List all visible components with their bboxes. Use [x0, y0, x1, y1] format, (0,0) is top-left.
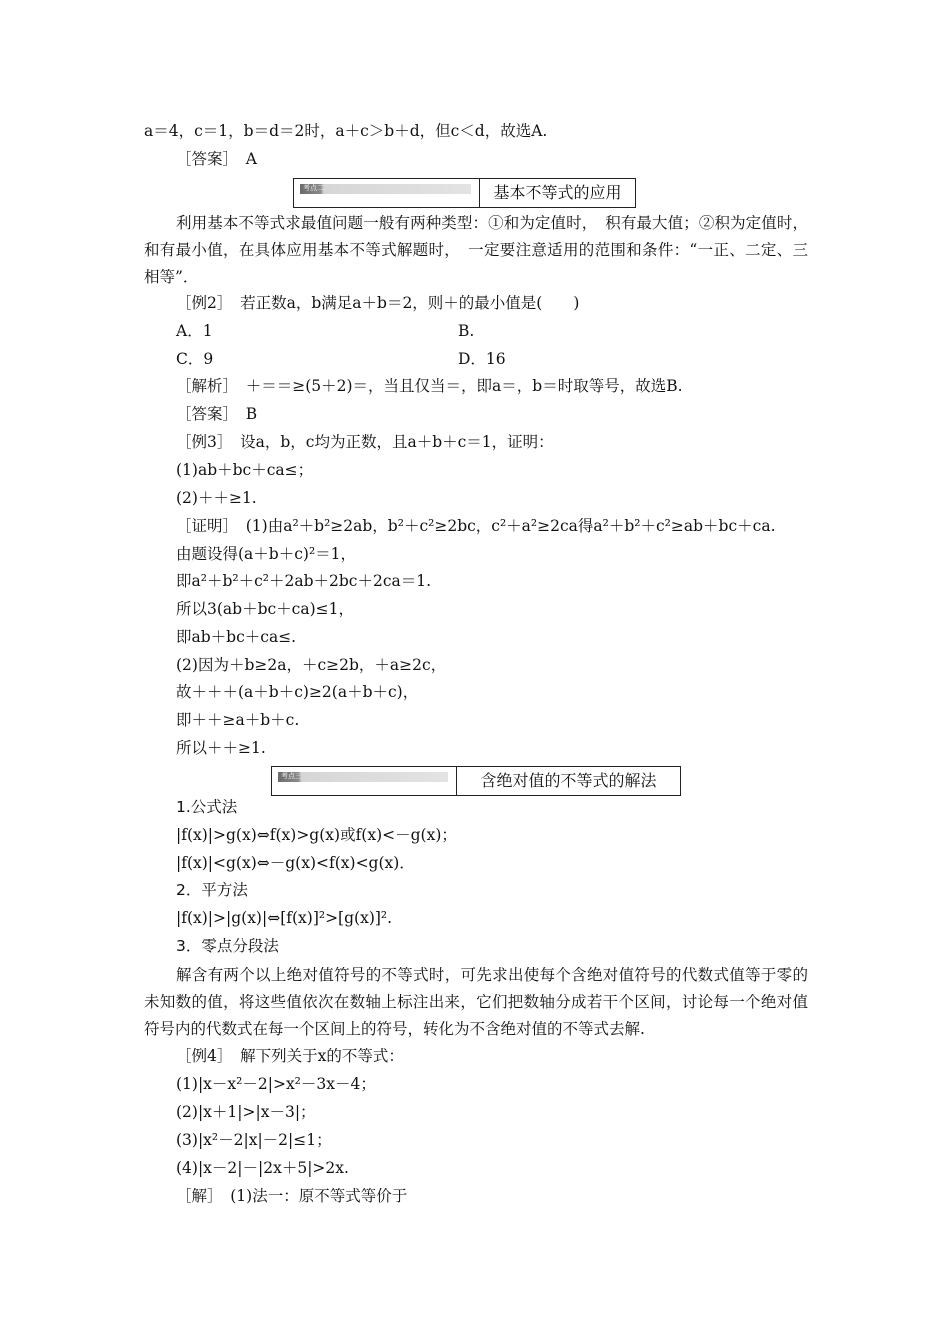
text-line: (1)|x－x²－2|>x²－3x－4；	[176, 1075, 376, 1093]
text-line: 由题设得(a＋b＋c)²＝1，	[176, 545, 357, 563]
example-3: ［例3］ 设a，b，c均为正数，且a＋b＋c＝1，证明：	[176, 433, 554, 451]
solution-line: ［解］ (1)法一：原不等式等价于	[176, 1187, 408, 1205]
option-d: D．16	[458, 350, 506, 368]
answer-line: ［答案］ A	[176, 150, 257, 168]
section-title: 含绝对值的不等式的解法	[480, 771, 657, 790]
section-tag	[272, 767, 457, 795]
section-tag-label: 考点二	[303, 184, 324, 192]
option-a: A．1	[176, 322, 213, 340]
method-heading: 3．零点分段法	[176, 937, 279, 955]
example-4: ［例4］ 解下列关于x的不等式：	[176, 1047, 404, 1065]
section-header-2	[293, 178, 636, 208]
formula-line: |f(x)|>|g(x)|⇔[f(x)]²>[g(x)]².	[176, 909, 393, 927]
section-title: 基本不等式的应用	[493, 183, 622, 202]
text-line: (4)|x－2|－|2x＋5|>2x.	[176, 1159, 349, 1177]
text-line: 即＋＋≥a＋b＋c.	[176, 711, 300, 729]
text-line: 即a²＋b²＋c²＋2ab＋2bc＋2ca＝1.	[176, 572, 432, 590]
text-line: 即ab＋bc＋ca≤.	[176, 628, 297, 646]
option-b: B.	[458, 322, 475, 340]
method-heading: 1.公式法	[176, 798, 238, 816]
example-2: ［例2］ 若正数a，b满足a＋b＝2，则＋的最小值是( )	[176, 294, 580, 312]
text-line: 所以＋＋≥1.	[176, 739, 266, 757]
answer-line: ［答案］ B	[176, 405, 258, 423]
paragraph: 解含有两个以上绝对值符号的不等式时，可先求出使每个含绝对值符号的代数式值等于零的未知数的值，将这些值依次在数轴上标注出来，它们把数轴分成若干个区间，讨论每一个绝对值符号内的代数式在每一个区间上的符号，转化为不含绝对值的不等式去解.	[144, 966, 808, 1038]
section-tag-label: 考点三	[281, 772, 302, 780]
paragraph: 利用基本不等式求最值问题一般有两种类型：①和为定值时， 积有最大值；②积为定值时，和有最小值，在具体应用基本不等式解题时， 一定要注意适用的范围和条件：“一正、二定、三相等”．	[144, 214, 808, 286]
formula-line: |f(x)|>g(x)⇔f(x)>g(x)或f(x)<－g(x)；	[176, 826, 457, 844]
section-tag	[294, 179, 480, 207]
option-c: C．9	[176, 350, 214, 368]
text-line: 所以3(ab＋bc＋ca)≤1，	[176, 600, 354, 618]
text-line: (1)ab＋bc＋ca≤；	[176, 461, 314, 479]
method-heading: 2．平方法	[176, 881, 248, 899]
text-line: (2)|x＋1|>|x－3|；	[176, 1103, 316, 1121]
text-line: a＝4，c＝1，b＝d＝2时，a＋c＞b＋d，但c＜d，故选A.	[144, 122, 548, 140]
section-header-3	[271, 766, 681, 796]
text-line: (2)因为＋b≥2a，＋c≥2b，＋a≥2c，	[176, 656, 447, 674]
analysis-line: ［解析］ ＋＝＝≥(5＋2)＝，当且仅当＝，即a＝，b＝时取等号，故选B.	[176, 377, 683, 395]
formula-line: |f(x)|<g(x)⇔－g(x)<f(x)<g(x)．	[176, 854, 415, 872]
text-line: 故＋＋＋(a＋b＋c)≥2(a＋b＋c)，	[176, 683, 419, 701]
proof-line: ［证明］ (1)由a²＋b²≥2ab，b²＋c²≥2bc，c²＋a²≥2ca得a²＋b²＋c²≥ab＋bc＋ca.	[176, 517, 776, 535]
text-line: (2)＋＋≥1.	[176, 489, 257, 507]
text-line: (3)|x²－2|x|－2|≤1；	[176, 1131, 332, 1149]
